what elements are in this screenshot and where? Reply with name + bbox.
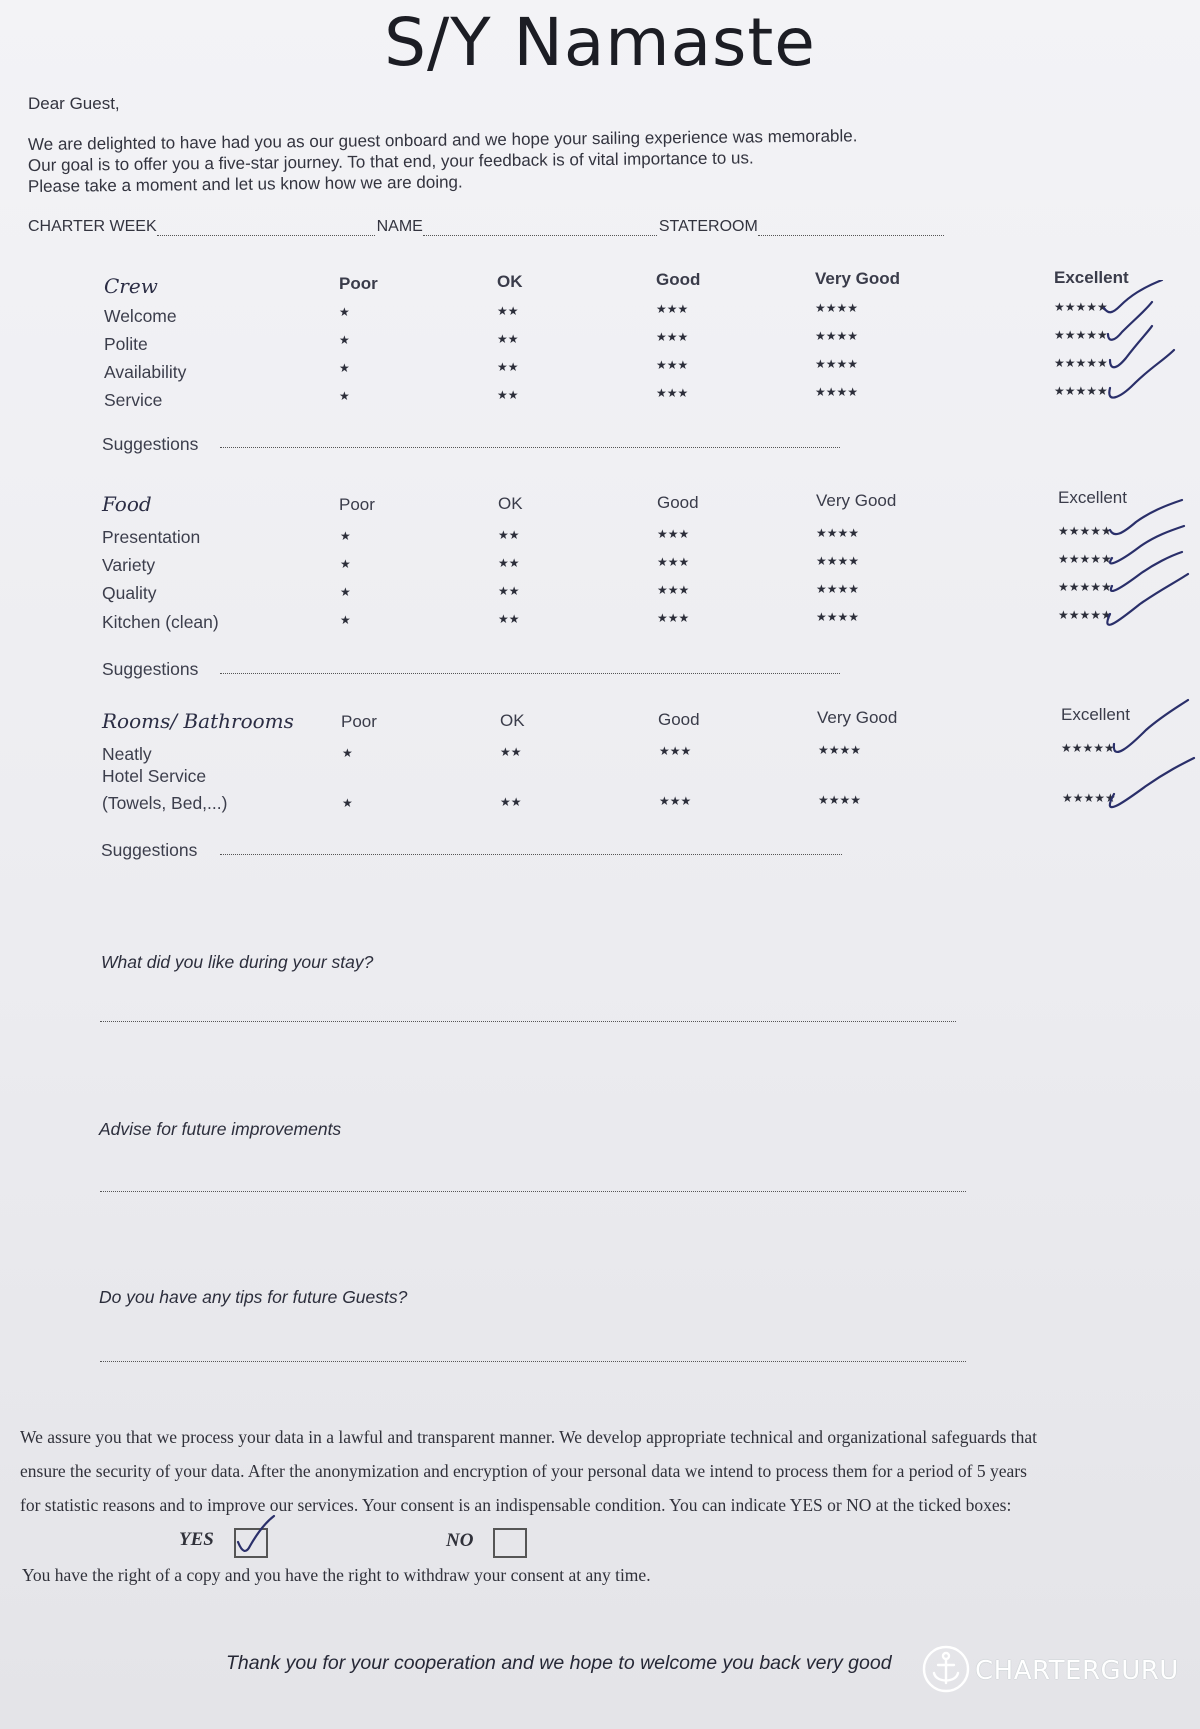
col-ok: OK [500, 711, 525, 730]
copy-right-notice: You have the right of a copy and you have the right to withdraw your consent at any time. [22, 1565, 651, 1585]
item-kitchen: Kitchen (clean) [102, 612, 219, 632]
no-checkbox[interactable] [493, 1528, 527, 1558]
name-label: NAME [376, 218, 423, 235]
star-good[interactable]: ★★★ [656, 330, 689, 344]
question-improvements: Advise for future improvements [99, 1119, 342, 1139]
col-ok: OK [498, 494, 523, 513]
handwritten-checkmarks [1090, 280, 1200, 840]
star-excellent[interactable]: ★★★★★ [1058, 608, 1112, 622]
star-very-good[interactable]: ★★★★ [815, 385, 859, 399]
item-hotel-service: Hotel Service [102, 766, 207, 786]
star-excellent[interactable]: ★★★★★ [1054, 300, 1108, 314]
star-excellent[interactable]: ★★★★★ [1058, 552, 1112, 566]
star-poor[interactable]: ★ [339, 305, 350, 319]
yes-label: YES [179, 1529, 214, 1550]
col-excellent: Excellent [1054, 268, 1129, 287]
star-poor[interactable]: ★ [339, 361, 350, 375]
star-ok[interactable]: ★★ [498, 528, 520, 542]
star-poor[interactable]: ★ [340, 529, 351, 543]
item-presentation: Presentation [102, 527, 201, 547]
answer-liked-field[interactable] [100, 1020, 956, 1022]
name-field[interactable] [423, 221, 657, 236]
crew-suggestions-field[interactable] [220, 446, 840, 448]
star-good[interactable]: ★★★ [656, 386, 689, 400]
star-poor[interactable]: ★ [339, 333, 350, 347]
food-suggestions-label: Suggestions [102, 659, 199, 679]
crew-heading: Crew [104, 274, 158, 298]
item-polite: Polite [104, 334, 148, 354]
item-variety: Variety [102, 555, 156, 575]
stateroom-label: STATEROOM [658, 218, 758, 235]
check-mark [1107, 574, 1188, 625]
col-good: Good [658, 710, 700, 729]
privacy-notice [20, 1420, 1195, 1522]
answer-tips-field[interactable] [100, 1360, 966, 1362]
rooms-suggestions-label: Suggestions [101, 840, 198, 860]
col-excellent: Excellent [1058, 488, 1127, 507]
intro-line-1: We are delighted to have had you as our guest onboard and we hope your sailing experience was memorable. [27, 126, 858, 154]
item-hotel-service-detail: (Towels, Bed,...) [102, 793, 228, 813]
col-ok: OK [497, 272, 523, 291]
star-excellent[interactable]: ★★★★★ [1054, 356, 1108, 370]
star-very-good[interactable]: ★★★★ [816, 610, 860, 624]
privacy-line-1: We assure you that we process your data in a lawful and transparent manner. We develop appropriate technical and organizational safeguards that [20, 1427, 1037, 1447]
star-ok[interactable]: ★★ [497, 388, 519, 402]
star-good[interactable]: ★★★ [657, 583, 690, 597]
star-very-good[interactable]: ★★★★ [816, 526, 860, 540]
star-poor[interactable]: ★ [340, 613, 351, 627]
item-service: Service [104, 390, 163, 410]
crew-suggestions-label: Suggestions [102, 434, 199, 454]
check-mark [1110, 326, 1152, 367]
star-excellent[interactable]: ★★★★★ [1054, 328, 1108, 342]
star-excellent[interactable]: ★★★★★ [1054, 384, 1108, 398]
star-good[interactable]: ★★★ [659, 794, 692, 808]
check-mark [1109, 350, 1174, 398]
col-poor: Poor [341, 712, 377, 731]
star-good[interactable]: ★★★ [657, 527, 690, 541]
star-poor[interactable]: ★ [340, 557, 351, 571]
star-ok[interactable]: ★★ [498, 612, 520, 626]
col-poor: Poor [339, 274, 378, 293]
privacy-line-2: ensure the security of your data. After the anonymization and encryption of your personal data we intend to process them for a period of 5 years [20, 1461, 1027, 1481]
intro-line-3: Please take a moment and let us know how we are doing. [27, 172, 463, 196]
item-quality: Quality [102, 583, 157, 603]
star-very-good[interactable]: ★★★★ [815, 301, 859, 315]
star-ok[interactable]: ★★ [497, 332, 519, 346]
star-poor[interactable]: ★ [340, 585, 351, 599]
item-welcome: Welcome [104, 306, 177, 326]
star-good[interactable]: ★★★ [656, 358, 689, 372]
star-ok[interactable]: ★★ [500, 795, 522, 809]
col-very-good: Very Good [815, 269, 901, 288]
greeting: Dear Guest, [28, 94, 120, 113]
col-poor: Poor [339, 495, 375, 514]
star-ok[interactable]: ★★ [498, 556, 520, 570]
star-very-good[interactable]: ★★★★ [818, 743, 862, 757]
col-good: Good [657, 493, 699, 512]
food-suggestions-field[interactable] [220, 672, 840, 674]
question-liked: What did you like during your stay? [101, 952, 374, 972]
star-good[interactable]: ★★★ [659, 744, 692, 758]
star-excellent[interactable]: ★★★★★ [1062, 791, 1116, 805]
item-neatly: Neatly [102, 744, 152, 764]
star-poor[interactable]: ★ [342, 746, 353, 760]
answer-improvements-field[interactable] [100, 1190, 966, 1192]
food-heading: Food [102, 492, 152, 516]
watermark-text: CHARTERGURU [975, 1656, 1179, 1686]
star-very-good[interactable]: ★★★★ [816, 554, 860, 568]
check-mark [1110, 500, 1182, 534]
star-excellent[interactable]: ★★★★★ [1058, 580, 1112, 594]
star-ok[interactable]: ★★ [498, 584, 520, 598]
star-ok[interactable]: ★★ [497, 304, 519, 318]
check-mark [1104, 280, 1162, 312]
star-very-good[interactable]: ★★★★ [816, 582, 860, 596]
rooms-suggestions-field[interactable] [220, 853, 842, 855]
star-good[interactable]: ★★★ [657, 611, 690, 625]
no-label: NO [446, 1530, 474, 1551]
star-very-good[interactable]: ★★★★ [818, 793, 862, 807]
check-mark [1110, 758, 1194, 807]
item-availability: Availability [104, 362, 187, 382]
star-excellent[interactable]: ★★★★★ [1061, 741, 1115, 755]
star-ok[interactable]: ★★ [500, 745, 522, 759]
col-excellent: Excellent [1061, 705, 1130, 724]
star-very-good[interactable]: ★★★★ [815, 357, 859, 371]
star-good[interactable]: ★★★ [656, 302, 689, 316]
charter-week-label: CHARTER WEEK [28, 218, 157, 235]
thank-you-message: Thank you for your cooperation and we hope to welcome you back very good [226, 1652, 892, 1674]
star-excellent[interactable]: ★★★★★ [1058, 524, 1112, 538]
privacy-line-3: for statistic reasons and to improve our services. Your consent is an indispensable condition. You can indicate YES or NO at the ticked boxes: [20, 1495, 1012, 1515]
col-very-good: Very Good [817, 708, 898, 727]
col-good: Good [656, 270, 701, 289]
star-very-good[interactable]: ★★★★ [815, 329, 859, 343]
header-fields [28, 218, 946, 236]
charter-week-field[interactable] [157, 221, 375, 236]
star-good[interactable]: ★★★ [657, 555, 690, 569]
yes-check-mark [230, 1512, 280, 1560]
check-mark [1114, 700, 1188, 752]
rooms-heading: Rooms/ Bathrooms [102, 709, 294, 733]
star-poor[interactable]: ★ [339, 389, 350, 403]
page-title: S/Y Namaste [384, 4, 816, 81]
col-very-good: Very Good [816, 491, 897, 510]
star-poor[interactable]: ★ [342, 796, 353, 810]
star-ok[interactable]: ★★ [497, 360, 519, 374]
stateroom-field[interactable] [758, 221, 944, 236]
question-tips: Do you have any tips for future Guests? [99, 1287, 408, 1307]
intro-line-2: Our goal is to offer you a five-star journey. To that end, your feedback is of vital importance to us. [27, 148, 754, 175]
